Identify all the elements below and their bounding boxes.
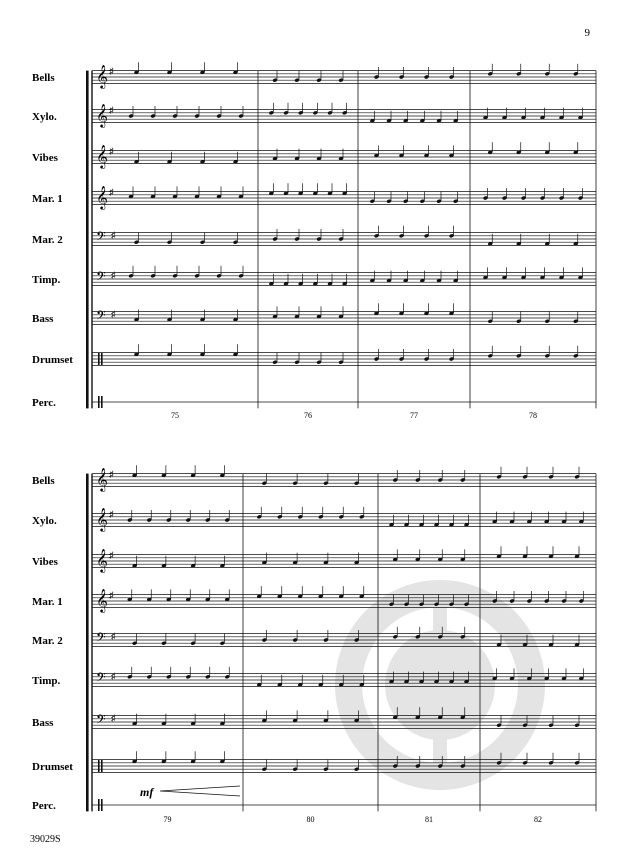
instrument-label: Bells [32, 72, 55, 84]
bass-clef-icon: 𝄢 [96, 670, 106, 688]
crescendo-hairpin [160, 786, 240, 796]
staff [92, 586, 596, 613]
staff [92, 344, 596, 365]
key-signature-sharp: ♯ [109, 509, 114, 519]
percussion-clef-icon [98, 760, 100, 772]
dynamic-marking: mf [140, 785, 154, 799]
staff [92, 183, 596, 210]
system-bracket [86, 71, 89, 409]
percussion-clef-icon [101, 396, 103, 408]
bass-clef-icon: 𝄢 [96, 229, 106, 247]
staff [92, 396, 596, 408]
measure-number: 78 [529, 411, 537, 420]
instrument-label: Perc. [32, 800, 56, 812]
bass-clef-icon: 𝄢 [96, 308, 106, 326]
treble-clef-icon: 𝄞 [96, 144, 108, 168]
measure-number: 80 [306, 815, 315, 824]
key-signature-sharp: ♯ [109, 105, 114, 115]
publisher-watermark [335, 580, 545, 790]
key-signature-sharp: ♯ [111, 309, 116, 319]
key-signature-sharp: ♯ [109, 550, 114, 560]
staff [92, 507, 596, 532]
instrument-label: Bells [32, 475, 55, 487]
measure-number: 76 [304, 411, 312, 420]
staff [92, 142, 596, 169]
staff [92, 465, 596, 492]
staff [92, 103, 596, 128]
key-signature-sharp: ♯ [111, 671, 116, 681]
percussion-clef-icon [101, 799, 103, 811]
percussion-clef-icon [101, 760, 103, 772]
key-signature-sharp: ♯ [109, 146, 114, 156]
key-signature-sharp: ♯ [111, 713, 116, 723]
bass-clef-icon: 𝄢 [96, 269, 106, 287]
instrument-label: Drumset [32, 354, 73, 366]
staff [92, 62, 596, 89]
instrument-label: Timp. [32, 675, 61, 687]
staff [92, 799, 596, 811]
percussion-clef-icon [101, 353, 103, 365]
key-signature-sharp: ♯ [111, 230, 116, 240]
system-bracket [86, 474, 89, 812]
measure-number: 77 [410, 411, 418, 420]
treble-clef-icon: 𝄞 [96, 64, 108, 88]
staff [92, 303, 596, 326]
staff [92, 751, 596, 772]
instrument-label: Mar. 2 [32, 234, 63, 246]
instrument-label: Mar. 1 [32, 596, 63, 608]
measure-number: 75 [171, 411, 179, 420]
measure-number: 82 [534, 815, 542, 824]
key-signature-sharp: ♯ [109, 187, 114, 197]
percussion-clef-icon [98, 799, 100, 811]
staff [92, 266, 596, 287]
instrument-label: Mar. 1 [32, 193, 63, 205]
instrument-label: Drumset [32, 761, 73, 773]
treble-clef-icon: 𝄞 [96, 588, 108, 612]
instrument-label: Vibes [32, 556, 58, 568]
key-signature-sharp: ♯ [111, 631, 116, 641]
instrument-label: Bass [32, 717, 54, 729]
key-signature-sharp: ♯ [111, 270, 116, 280]
treble-clef-icon: 𝄞 [96, 507, 108, 531]
treble-clef-icon: 𝄞 [96, 103, 108, 127]
treble-clef-icon: 𝄞 [96, 185, 108, 209]
percussion-clef-icon [98, 353, 100, 365]
instrument-label: Perc. [32, 397, 56, 409]
percussion-clef-icon [98, 396, 100, 408]
key-signature-sharp: ♯ [109, 590, 114, 600]
instrument-label: Vibes [32, 152, 58, 164]
treble-clef-icon: 𝄞 [96, 467, 108, 491]
instrument-label: Mar. 2 [32, 635, 63, 647]
key-signature-sharp: ♯ [109, 469, 114, 479]
instrument-label: Xylo. [32, 111, 57, 123]
key-signature-sharp: ♯ [109, 66, 114, 76]
bass-clef-icon: 𝄢 [96, 630, 106, 648]
catalog-code: 39029S [30, 834, 61, 845]
instrument-label: Timp. [32, 274, 61, 286]
staff [92, 226, 596, 247]
staff [92, 546, 596, 573]
instrument-label: Xylo. [32, 515, 57, 527]
measure-number: 81 [425, 815, 433, 824]
instrument-label: Bass [32, 313, 54, 325]
measure-number: 79 [163, 815, 172, 824]
bass-clef-icon: 𝄢 [96, 712, 106, 730]
page-number: 9 [584, 27, 590, 39]
treble-clef-icon: 𝄞 [96, 548, 108, 572]
